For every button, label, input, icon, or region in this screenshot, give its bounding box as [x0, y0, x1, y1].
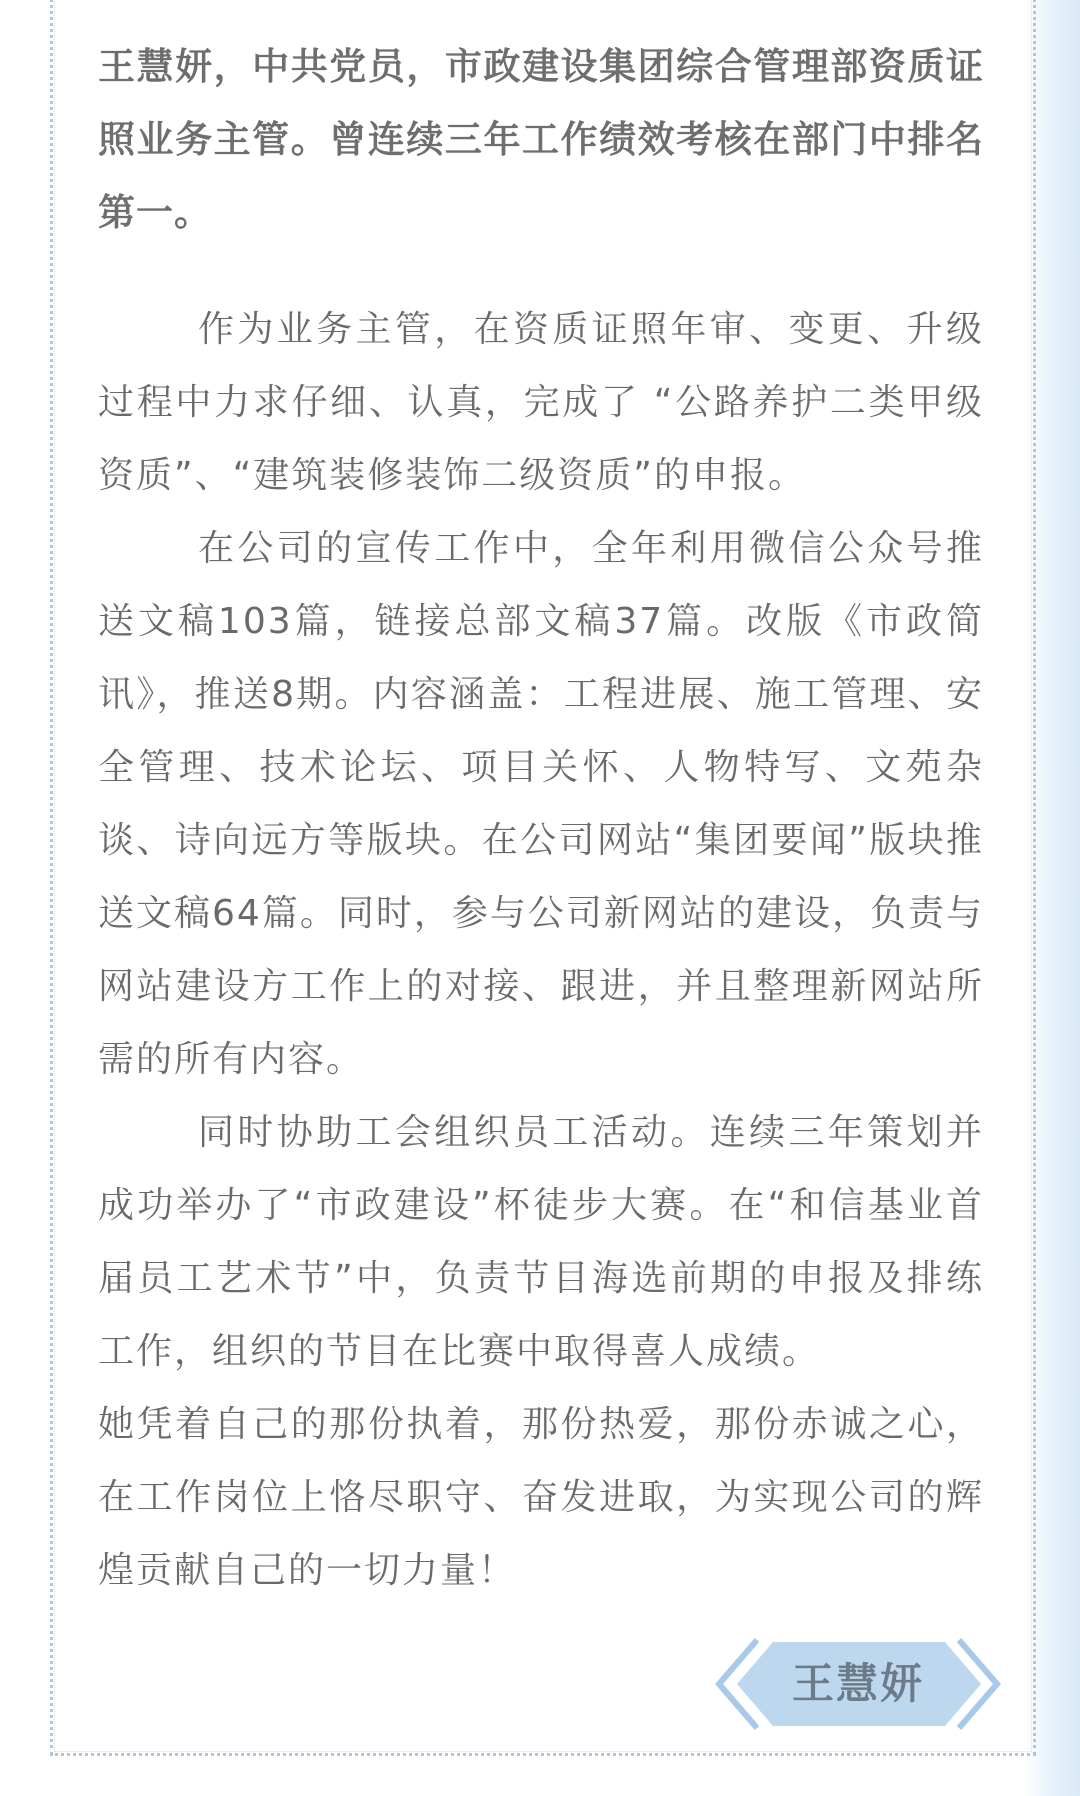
banner-name-label: 王慧妍: [791, 1659, 924, 1708]
paragraph-qualification: 作为业务主管，在资质证照年审、变更、升级过程中力求仔细、认真，完成了 “公路养护二类甲级资质”、“建筑装修装饰二级资质”的申报。: [98, 309, 984, 496]
paragraph-closing: 她凭着自己的那份执着，那份热爱，那份赤诚之心，在工作岗位上恪尽职守、奋发进取，为实现公司的辉煌贡献自己的一切力量！: [98, 1404, 984, 1591]
paragraph-gap: [98, 249, 984, 293]
name-banner: [715, 1636, 1001, 1732]
paragraph-union-activities: 同时协助工会组织员工活动。连续三年策划并成功举办了“市政建设”杯徒步大赛。在“和信基业首届员工艺术节”中，负责节目海选前期的申报及排练工作，组织的节目在比赛中取得喜人成绩。: [98, 1112, 984, 1372]
paragraph-publicity: 在公司的宣传工作中，全年利用微信公众号推送文稿103篇，链接总部文稿37篇。改版《市政简讯》，推送8期。内容涵盖：工程进展、施工管理、安全管理、技术论坛、项目关怀、人物特写、文苑杂谈、诗向远方等版块。在公司网站“集团要闻”版块推送文稿64篇。同时，参与公司新网站的建设，负责与网站建设方工作上的对接、跟进，并且整理新网站所需的所有内容。: [98, 528, 984, 1080]
intro-paragraph: 王慧妍，中共党员，市政建设集团综合管理部资质证照业务主管。曾连续三年工作绩效考核在部门中排名第一。: [98, 45, 984, 234]
article-body: [98, 30, 984, 1607]
